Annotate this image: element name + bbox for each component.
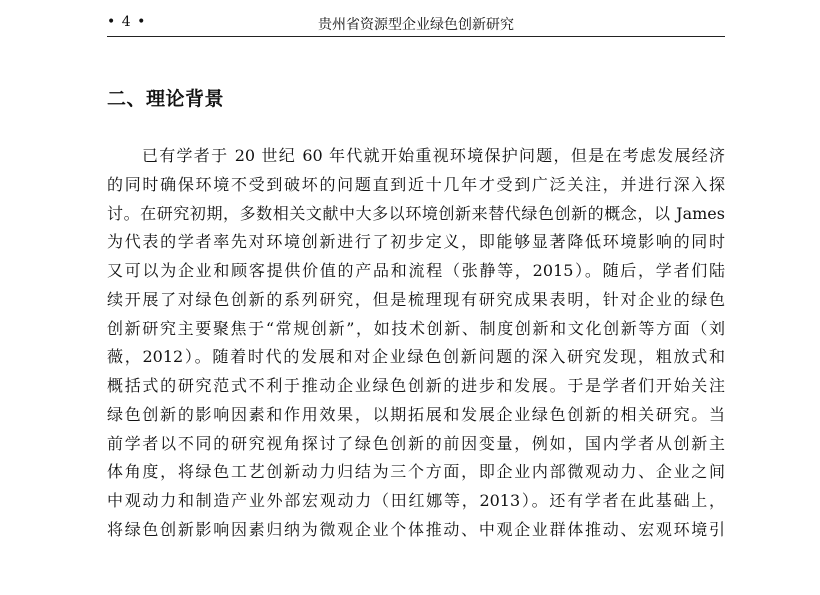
paragraph-line: 为代表的学者率先对环境创新进行了初步定义，即能够显著降低环境影响的同时 xyxy=(107,232,725,252)
paragraph-line: 创新研究主要聚焦于“常规创新”，如技术创新、制度创新和文化创新等方面（刘 xyxy=(107,318,725,338)
page-number: • 4 • xyxy=(107,14,147,30)
paragraph-line: 中观动力和制造产业外部宏观动力（田红娜等，2013）。还有学者在此基础上， xyxy=(107,491,725,510)
paragraph-line: 前学者以不同的研究视角探讨了绿色创新的前因变量，例如，国内学者从创新主 xyxy=(107,433,725,453)
paragraph-line: 将绿色创新影响因素归纳为微观企业个体推动、中观企业群体推动、宏观环境引 xyxy=(107,519,725,539)
paragraph-line: 的同时确保环境不受到破坏的问题直到近十几年才受到广泛关注，并进行深入探 xyxy=(107,174,725,194)
paragraph-line: 讨。在研究初期，多数相关文献中大多以环境创新来替代绿色创新的概念，以 James xyxy=(107,203,725,223)
paragraph-line: 又可以为企业和顾客提供价值的产品和流程（张静等，2015）。随后，学者们陆 xyxy=(107,261,725,280)
paragraph-line: 绿色创新的影响因素和作用效果，以期拓展和发展企业绿色创新的相关研究。当 xyxy=(107,404,725,424)
running-header xyxy=(107,12,725,37)
paragraph-line: 概括式的研究范式不利于推动企业绿色创新的进步和发展。于是学者们开始关注 xyxy=(107,376,725,395)
body-paragraph xyxy=(107,142,725,545)
paragraph-line: 薇，2012）。随着时代的发展和对企业绿色创新问题的深入研究发现，粗放式和 xyxy=(107,347,725,367)
running-title: 贵州省资源型企业绿色创新研究 xyxy=(318,17,514,33)
paragraph-line: 续开展了对绿色创新的系列研究，但是梳理现有研究成果表明，针对企业的绿色 xyxy=(107,289,725,309)
paragraph-line: 体角度，将绿色工艺创新动力归结为三个方面，即企业内部微观动力、企业之间 xyxy=(107,462,725,482)
paragraph-line: 已有学者于 20 世纪 60 年代就开始重视环境保护问题，但是在考虑发展经济 xyxy=(142,146,725,165)
section-heading: 二、理论背景 xyxy=(107,88,225,110)
